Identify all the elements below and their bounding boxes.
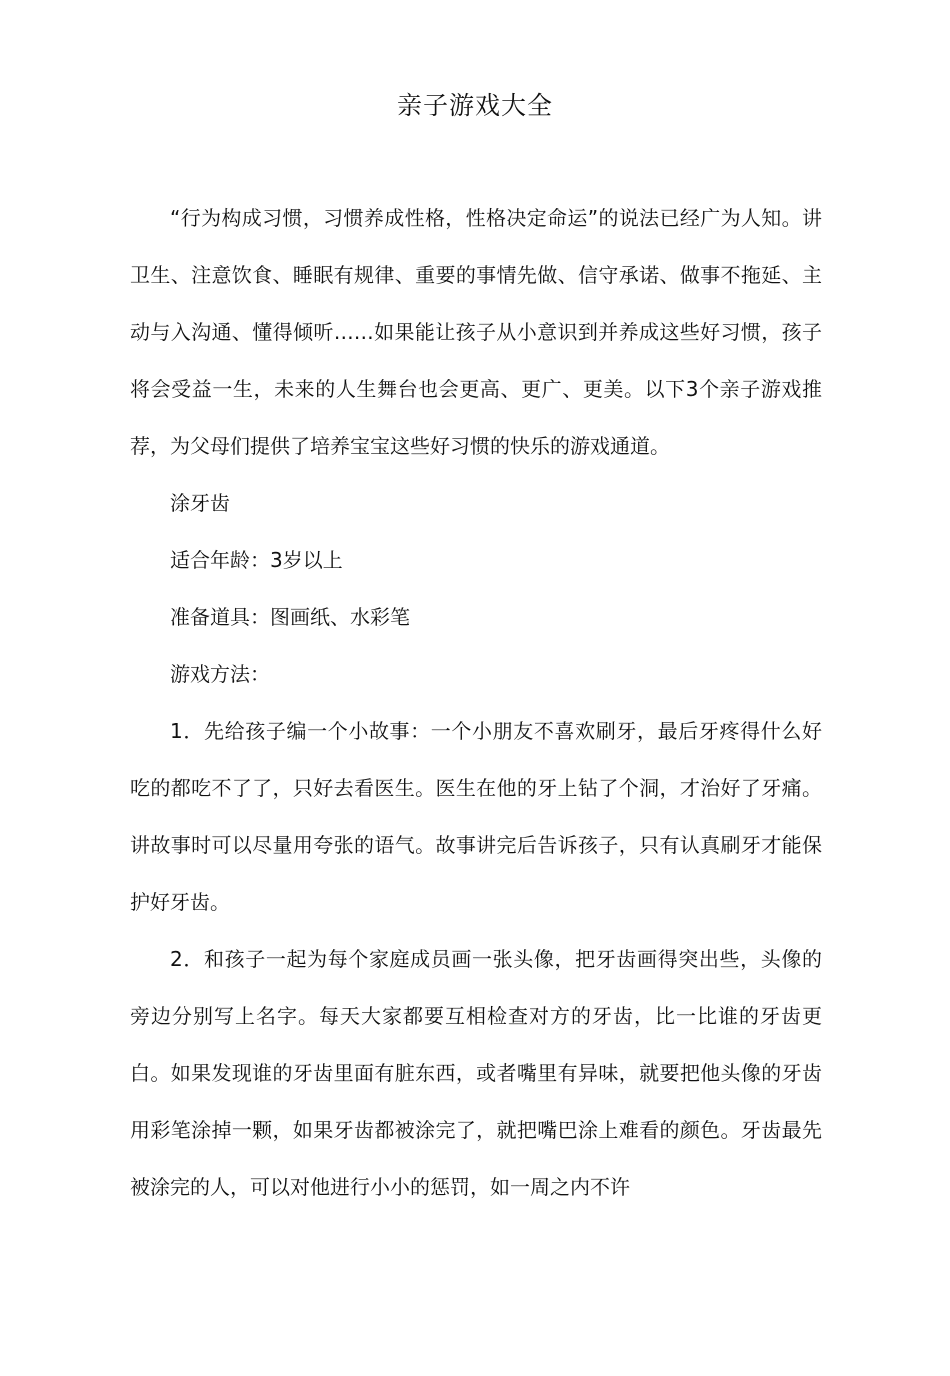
intro-paragraph: “行为构成习惯，习惯养成性格，性格决定命运”的说法已经广为人知。讲卫生、注意饮食、睡眠有规律、重要的事情先做、信守承诺、做事不拖延、主动与入沟通、懂得倾听……如果能让孩子从小意识到并养成这些好习惯，孩子将会受益一生，未来的人生舞台也会更高、更广、更美。以下3个亲子游戏推荐，为父母们提供了培养宝宝这些好习惯的快乐的游戏通道。	[130, 206, 822, 458]
step-two-paragraph: 2．和孩子一起为每个家庭成员画一张头像，把牙齿画得突出些，头像的旁边分别写上名字。每天大家都要互相检查对方的牙齿，比一比谁的牙齿更白。如果发现谁的牙齿里面有脏东西，或者嘴里有异味，就要把他头像的牙齿用彩笔涂掉一颗，如果牙齿都被涂完了，就把嘴巴涂上难看的颜色。牙齿最先被涂完的人，可以对他进行小小的惩罚，如一周之内不许	[130, 947, 822, 1199]
method-heading: 游戏方法：	[170, 662, 270, 686]
props-needed: 准备道具：图画纸、水彩笔	[170, 605, 410, 629]
suitable-age: 适合年龄：3岁以上	[170, 548, 343, 572]
step-one-paragraph: 1．先给孩子编一个小故事：一个小朋友不喜欢刷牙，最后牙疼得什么好吃的都吃不了了，只好去看医生。医生在他的牙上钻了个洞，才治好了牙痛。讲故事时可以尽量用夸张的语气。故事讲完后告诉孩子，只有认真刷牙才能保护好牙齿。	[130, 719, 822, 914]
document-title: 亲子游戏大全	[396, 91, 553, 120]
document-body	[130, 190, 822, 1216]
section-heading: 涂牙齿	[170, 491, 230, 515]
